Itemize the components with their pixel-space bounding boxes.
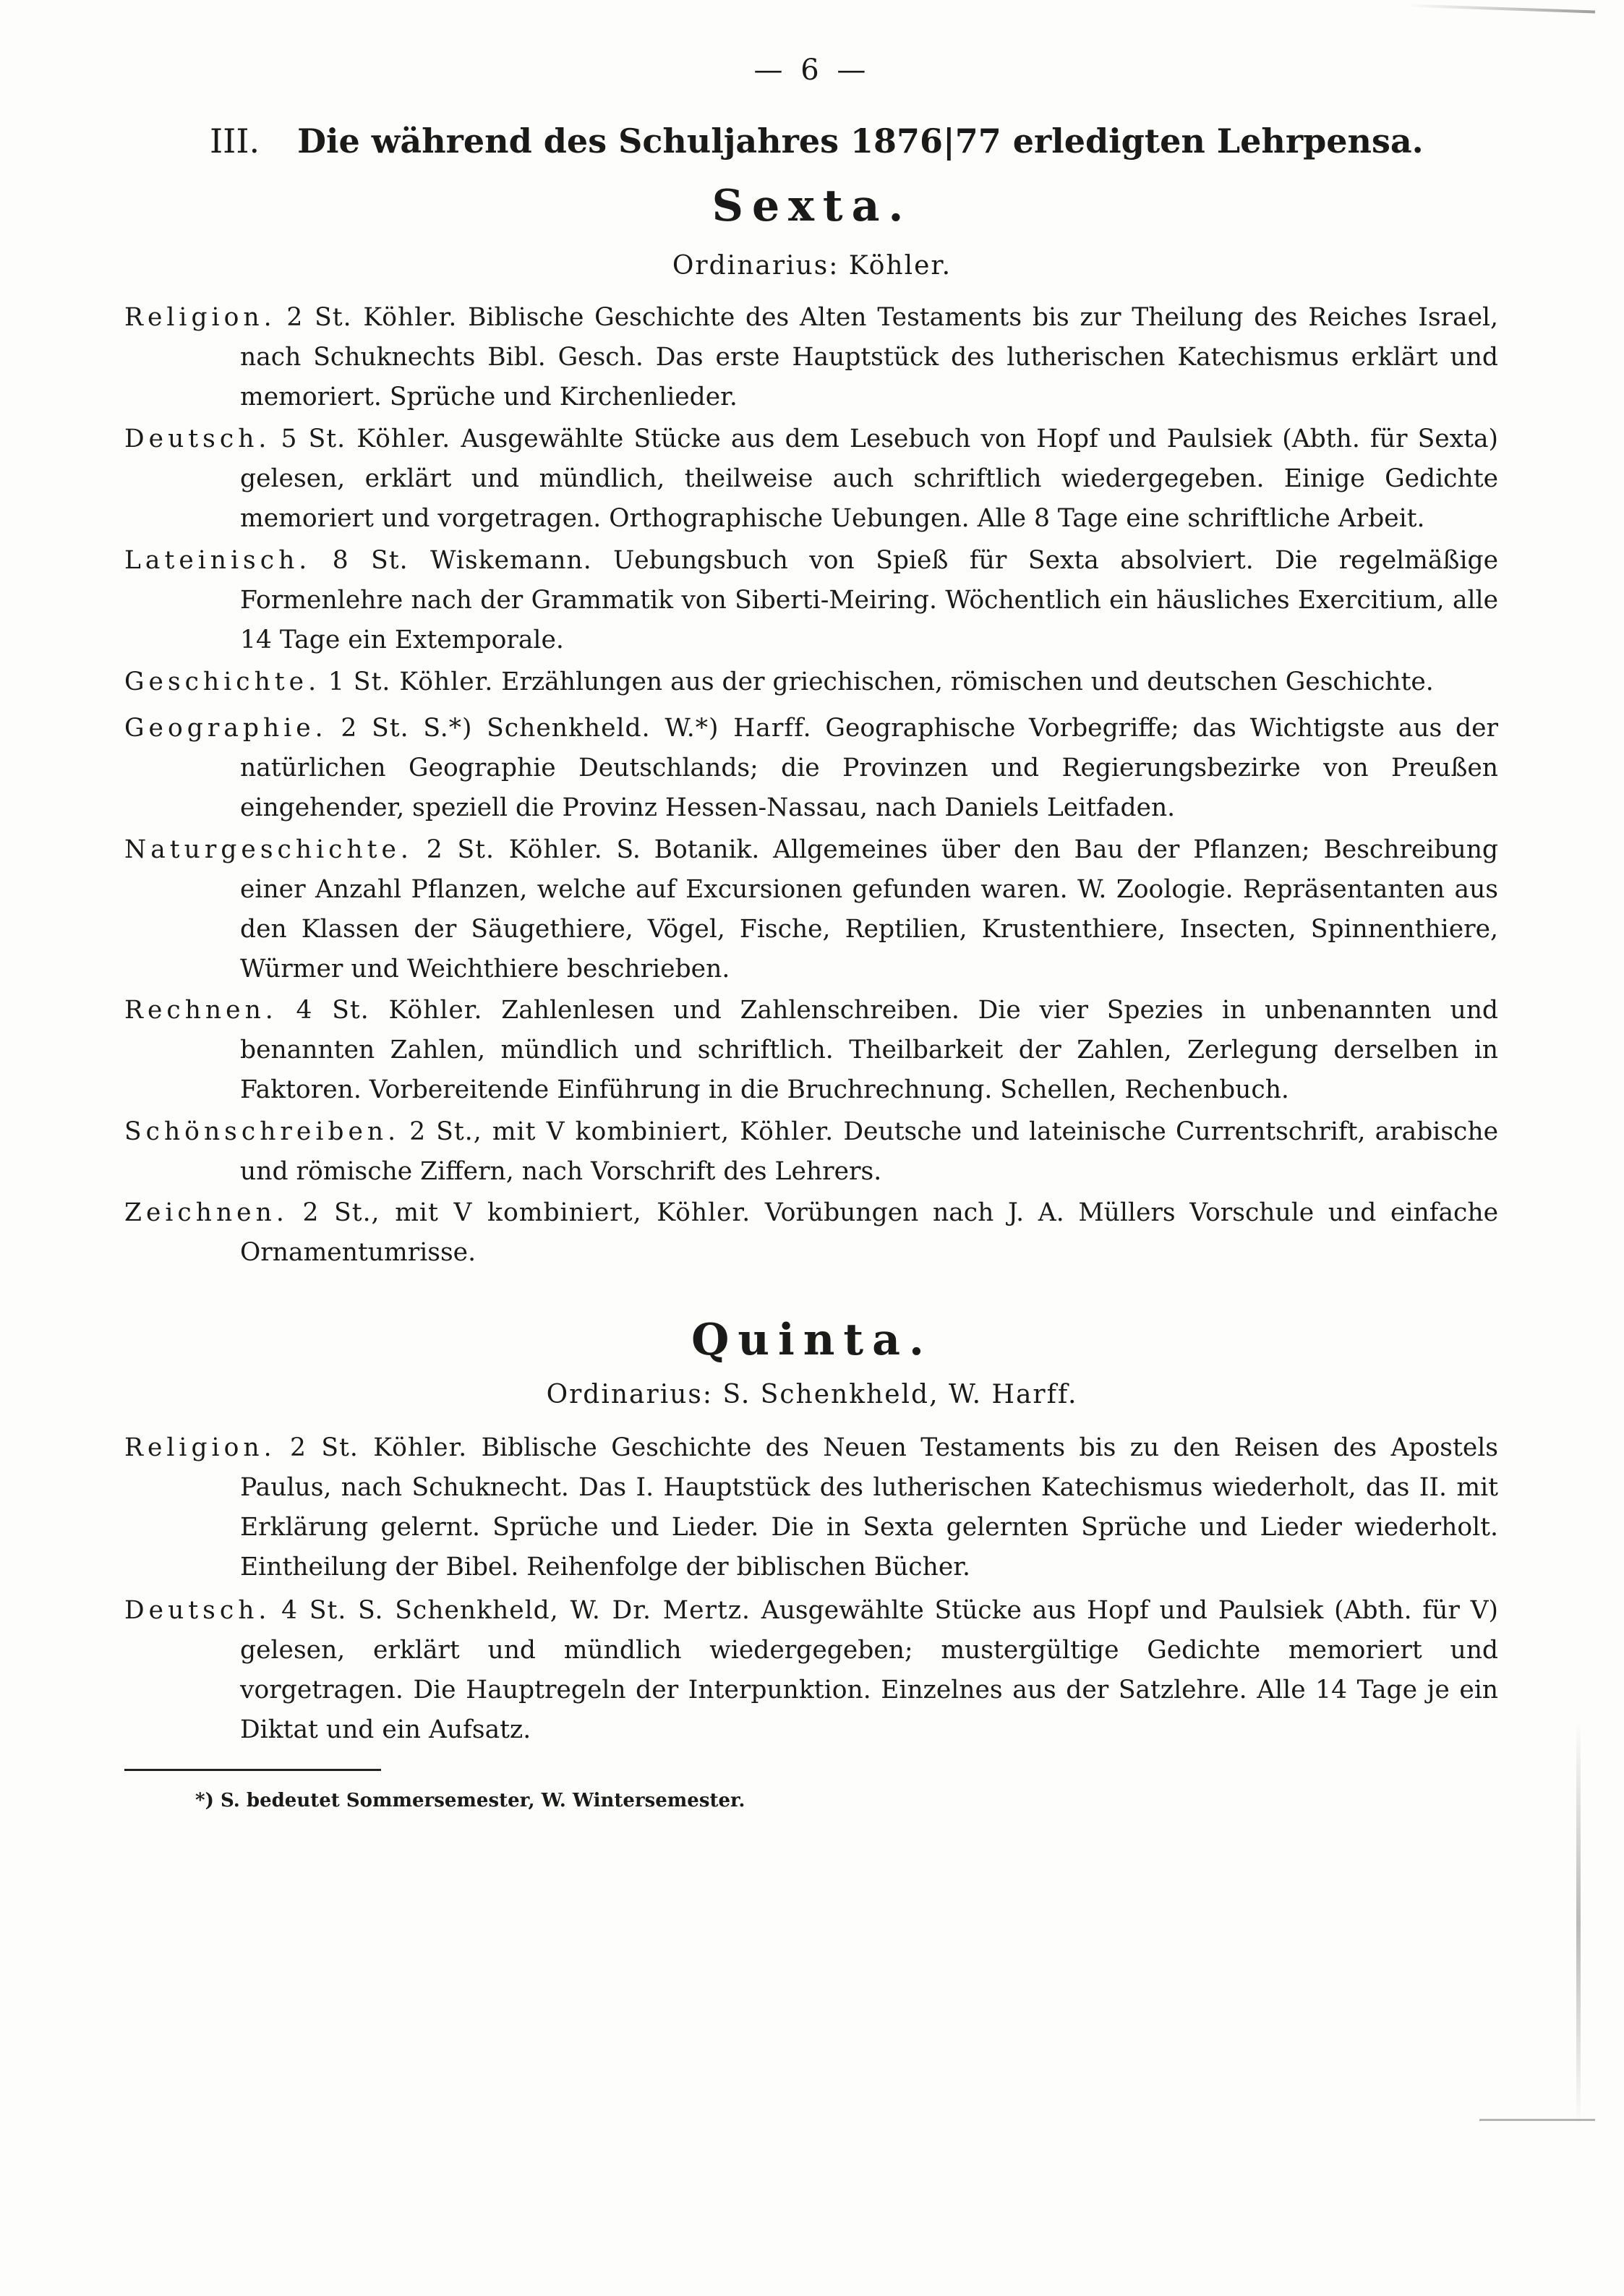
entry-sexta-naturgeschichte — [124, 830, 1498, 989]
ordinarius-sexta: Ordinarius: Köhler. — [672, 251, 952, 281]
entry-meta: 2 St. S.*) Schenkheld. W.*) Harff. — [341, 714, 812, 743]
entry-text: Biblische Geschichte des Alten Testaments bis zur Theilung des Reiches Israel, nach Schuknechts Bibl. Gesch. Das erste Hauptstück des lutherischen Katechismus erklärt und memoriert. Sprüche und Kirchenlieder. — [240, 303, 1499, 411]
entry-text: Deutsche und lateinische Currentschrift, arabische und römische Ziffern, nach Vorschrift des Lehrers. — [240, 1117, 1499, 1186]
entry-subject: Naturgeschichte. — [124, 835, 413, 864]
scan-artifact-bottom — [1479, 2119, 1595, 2121]
entry-subject: Zeichnen. — [124, 1198, 289, 1227]
class-title-sexta: Sexta. — [711, 181, 913, 231]
entry-meta: 5 St. Köhler. — [281, 424, 451, 453]
entry-meta: 4 St. Köhler. — [296, 996, 483, 1025]
entry-sexta-schoenschreiben — [124, 1112, 1498, 1192]
entry-meta: 2 St., mit V kombiniert, Köhler. — [302, 1198, 751, 1227]
entry-text: Zahlenlesen und Zahlenschreiben. Die vier Spezies in unbenannten und benannten Zahlen, mündlich und schriftlich. Theilbarkeit der Zahlen, Zerlegung derselben in Faktoren. Vorbereitende Einführung in die Bruchrechnung. Schellen, Rechenbuch. — [240, 996, 1498, 1104]
entry-meta: 1 St. Köhler. — [328, 667, 494, 696]
entry-meta: 2 St. Köhler. — [286, 303, 458, 332]
scan-artifact-top — [1407, 4, 1595, 13]
section-numeral: III. — [210, 121, 260, 161]
entry-sexta-geographie — [124, 709, 1498, 828]
entry-sexta-lateinisch — [124, 541, 1498, 660]
section-heading — [210, 121, 1439, 161]
footnote: *) S. bedeutet Sommersemester, W. Wintersemester. — [195, 1790, 745, 1811]
entry-sexta-rechnen — [124, 991, 1498, 1110]
page-number: — 6 — — [753, 54, 871, 87]
entry-subject: Religion. — [124, 1433, 276, 1462]
entry-text: Ausgewählte Stücke aus Hopf und Paulsiek (Abth. für V) gelesen, erklärt und mündlich wiedergegeben; mustergültige Gedichte memoriert und vorgetragen. Die Hauptregeln der Interpunktion. Einzelnes aus der Satzlehre. Alle 14 Tage je ein Diktat und ein Aufsatz. — [240, 1596, 1498, 1744]
entry-meta: 4 St. S. Schenkheld, W. Dr. Mertz. — [281, 1596, 751, 1625]
entry-text: Biblische Geschichte des Neuen Testaments bis zu den Reisen des Apostels Paulus, nach Schuknecht. Das I. Hauptstück des lutherischen Katechismus wiederholt, das II. mit Erklärung gelernt. Sprüche und Lieder. Die in Sexta gelernten Sprüche und Lieder wiederholt. Eintheilung der Bibel. Reihenfolge der biblischen Bücher. — [240, 1433, 1498, 1582]
entry-quinta-religion — [124, 1428, 1498, 1587]
entry-meta: 2 St., mit V kombiniert, Köhler. — [409, 1117, 834, 1146]
entry-quinta-deutsch — [124, 1591, 1498, 1750]
entry-meta: 2 St. Köhler. — [289, 1433, 468, 1462]
entry-meta: 8 St. Wiskemann. — [332, 546, 592, 575]
entry-sexta-deutsch — [124, 419, 1498, 539]
entry-meta: 2 St. Köhler. — [426, 835, 603, 864]
entry-subject: Religion. — [124, 303, 276, 332]
scan-artifact-right — [1576, 1721, 1581, 2126]
entry-subject: Rechnen. — [124, 996, 278, 1025]
section-title: Die während des Schuljahres 1876|77 erledigten Lehrpensa. — [297, 121, 1424, 161]
entry-text: Erzählungen aus der griechischen, römischen und deutschen Geschichte. — [501, 667, 1434, 696]
ordinarius-quinta: Ordinarius: S. Schenkheld, W. Harff. — [546, 1380, 1078, 1409]
entry-subject: Lateinisch. — [124, 546, 312, 575]
entry-text: Uebungsbuch von Spieß für Sexta absolviert. Die regelmäßige Formenlehre nach der Grammatik von Siberti-Meiring. Wöchentlich ein häusliches Exercitium, alle 14 Tage ein Extemporale. — [240, 546, 1499, 654]
entry-subject: Schönschreiben. — [124, 1117, 401, 1146]
entry-sexta-geschichte — [124, 662, 1498, 702]
entry-subject: Geographie. — [124, 714, 328, 743]
entry-text: S. Botanik. Allgemeines über den Bau der Pflanzen; Beschreibung einer Anzahl Pflanzen, welche auf Excursionen gefunden waren. W. Zoologie. Repräsentanten aus den Klassen der Säugethiere, Vögel, Fische, Reptilien, Krustenthiere, Insecten, Spinnenthiere, Würmer und Weichthiere beschrieben. — [240, 835, 1499, 983]
entry-subject: Deutsch. — [124, 1596, 271, 1625]
footnote-divider — [124, 1769, 381, 1771]
entry-sexta-zeichnen — [124, 1193, 1498, 1273]
entry-text: Geographische Vorbegriffe; das Wichtigste aus der natürlichen Geographie Deutschlands; die Provinzen und Regierungsbezirke von Preußen eingehender, speziell die Provinz Hessen-Nassau, nach Daniels Leitfaden. — [240, 714, 1499, 822]
entry-text: Ausgewählte Stücke aus dem Lesebuch von Hopf und Paulsiek (Abth. für Sexta) gelesen, erklärt und mündlich, theilweise auch schriftlich wiedergegeben. Einige Gedichte memoriert und vorgetragen. Orthographische Uebungen. Alle 8 Tage eine schriftliche Arbeit. — [240, 424, 1498, 533]
entry-text: Vorübungen nach J. A. Müllers Vorschule und einfache Ornamentumrisse. — [240, 1198, 1498, 1267]
entry-sexta-religion — [124, 298, 1498, 417]
class-title-quinta: Quinta. — [691, 1315, 933, 1365]
entry-subject: Deutsch. — [124, 424, 271, 453]
entry-subject: Geschichte. — [124, 667, 321, 696]
